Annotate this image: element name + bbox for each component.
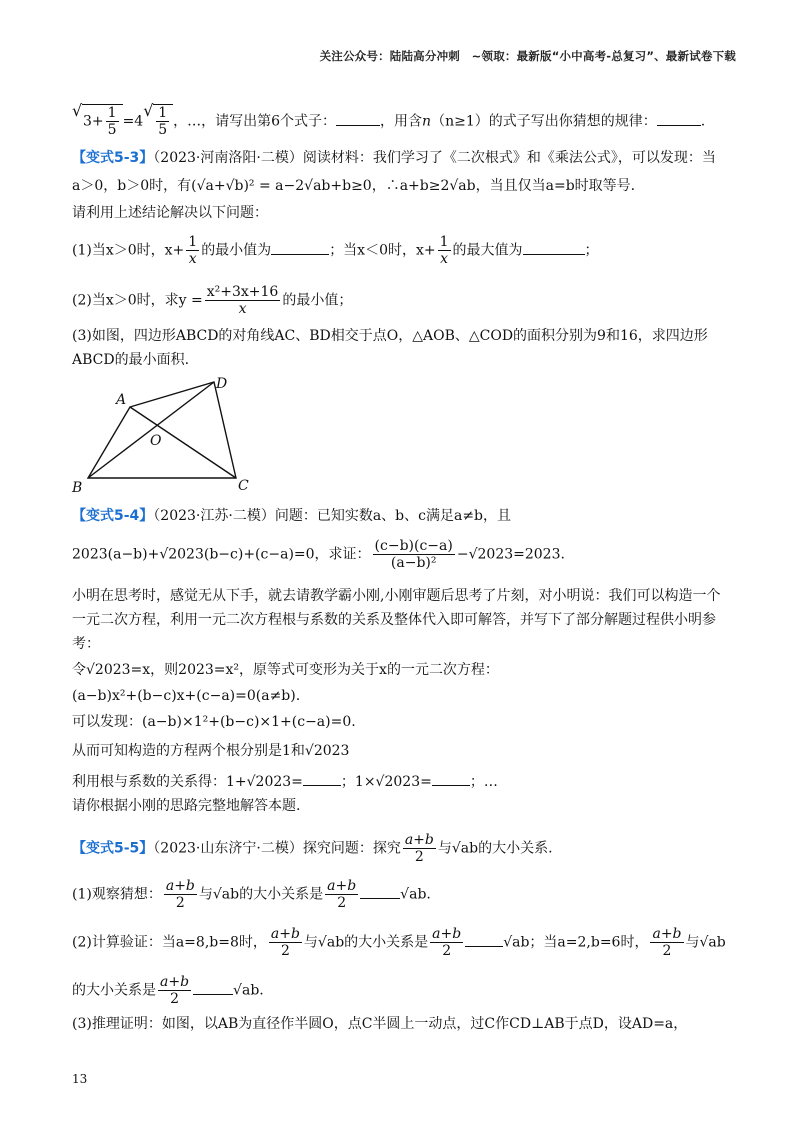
problem-5-4-p8: 利用根与系数的关系得：1+√2023= ；1×√2023= ；… bbox=[72, 771, 498, 792]
answer-blank-max[interactable] bbox=[523, 240, 585, 255]
problem-5-3-q2: (2)当x＞0时，求y = $\frac{\text{x²+3x+16}}{x}$ 的最小值； bbox=[72, 284, 353, 317]
answer-blank-product[interactable] bbox=[432, 771, 470, 786]
answer-blank-2[interactable] bbox=[657, 111, 701, 126]
problem-5-4-p4: 令√2023=x，则2023=x²，原等式可变形为关于x的一元二次方程： bbox=[72, 662, 499, 678]
label-D: D bbox=[216, 376, 228, 392]
problem-5-4-equation: 2023(a−b)+√2023(b−c)+(c−a)=0，求证： $\frac{(c-b)(c-a)}{\text{(a−b)²}}$ −√2023=2023. bbox=[72, 538, 565, 571]
answer-blank-guess[interactable] bbox=[360, 884, 400, 899]
quadrilateral-figure bbox=[70, 370, 270, 496]
label-B: B bbox=[72, 480, 83, 496]
problem-5-4-p3: 考： bbox=[72, 636, 100, 652]
problem-5-4-p5: (a−b)x²+(b−c)x+(c−a)=0(a≠b). bbox=[72, 688, 301, 704]
problem-5-3-q3: (3)如图，四边形ABCD的对角线AC、BD相交于点O，△AOB、△COD的面积分别为9和16，求四边形 bbox=[72, 328, 708, 344]
problem-5-4-intro: 【变式5-4】（2023·江苏·二模）问题：已知实数a、b、c满足a≠b，且 bbox=[72, 508, 512, 524]
formula-line-top: √ 3+ $\frac{1}{5}$ =4 √ $\frac{1}{5}$ ，…，请写出第6个式子： ，用含n（n≥1）的式子写出你猜想的规律： . bbox=[72, 104, 705, 138]
problem-5-3-line2: a＞0，b＞0时，有(√a+√b)² = a−2√ab+b≥0，∴a+b≥2√ab，当且仅当a=b时取等号. bbox=[72, 178, 636, 194]
problem-5-3-line3: 请利用上述结论解决以下问题： bbox=[72, 205, 268, 221]
answer-blank-1[interactable] bbox=[336, 111, 380, 126]
problem-5-5-q2b: 的大小关系是 $\frac{a+b}{2}$ √ab. bbox=[72, 974, 264, 1007]
problem-5-5-intro: 【变式5-5】（2023·山东济宁·二模）探究问题：探究 $\frac{a+b}{2}$ 与√ab的大小关系. bbox=[72, 832, 553, 865]
answer-blank-verify-2[interactable] bbox=[193, 980, 233, 995]
answer-blank-verify-1[interactable] bbox=[465, 932, 503, 947]
problem-5-4-p1: 小明在思考时，感觉无从下手，就去请教学霸小刚,小刚审题后思考了片刻，对小明说：我们可以构造一个 bbox=[72, 588, 721, 604]
page-header: 关注公众号：陆陆高分冲刺 ~领取：最新版“小中高考-总复习”、最新试卷下载 bbox=[319, 49, 736, 63]
problem-5-5-q3: (3)推理证明：如图，以AB为直径作半圆O，点C半圆上一动点，过C作CD⊥AB于点D，设AD=a， bbox=[72, 1016, 688, 1032]
problem-5-4-p6: 可以发现：(a−b)×1²+(b−c)×1+(c−a)=0. bbox=[72, 714, 356, 730]
page-number: 13 bbox=[72, 1072, 88, 1086]
answer-blank-sum[interactable] bbox=[303, 771, 341, 786]
label-C: C bbox=[238, 478, 249, 494]
label-O: O bbox=[150, 433, 162, 449]
problem-5-3-q3b: ABCD的最小面积. bbox=[72, 352, 190, 368]
problem-5-4-p9: 请你根据小刚的思路完整地解答本题. bbox=[72, 798, 301, 814]
problem-5-3-q1: (1)当x＞0时，x+ $\frac{1}{x}$ 的最小值为 ；当x＜0时，x+ $\frac{1}{x}$ 的最大值为 ； bbox=[72, 234, 599, 267]
problem-5-4-p7: 从而可知构造的方程两个根分别是1和√2023 bbox=[72, 743, 350, 759]
label-A: A bbox=[116, 392, 127, 408]
answer-blank-min[interactable] bbox=[271, 240, 329, 255]
problem-5-4-p2: 一元二次方程，利用一元二次方程根与系数的关系及整体代入即可解答，并写下了部分解题过程供小明参 bbox=[72, 612, 716, 628]
problem-5-3-intro: 【变式5-3】（2023·河南洛阳·二模）阅读材料：我们学习了《二次根式》和《乘法公式》，可以发现：当 bbox=[72, 150, 716, 166]
problem-5-5-q2: (2)计算验证：当a=8,b=8时， $\frac{a+b}{2}$ 与√ab的大小关系是 $\frac{a+b}{2}$ √ab；当a=2,b=6时， $\frac{a+b}{2}$ 与√ab bbox=[72, 926, 726, 959]
problem-5-5-q1: (1)观察猜想： $\frac{a+b}{2}$ 与√ab的大小关系是 $\frac{a+b}{2}$ √ab. bbox=[72, 878, 431, 911]
sqrt-expression: √ 3+ $\frac{1}{5}$ bbox=[82, 104, 123, 138]
